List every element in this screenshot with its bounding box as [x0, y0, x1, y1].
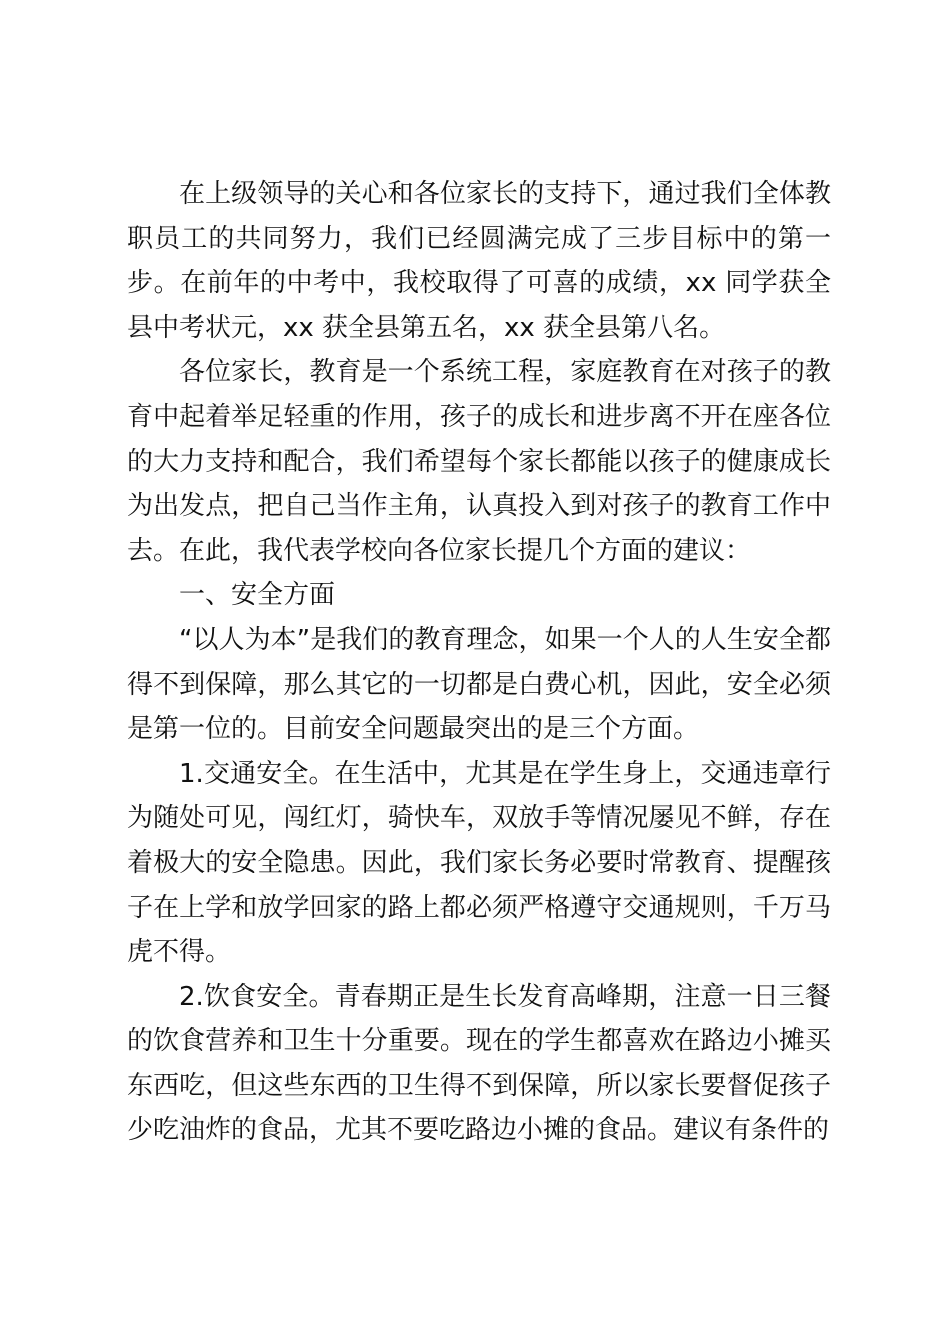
paragraph-safety-intro: “以人为本”是我们的教育理念，如果一个人的人生安全都得不到保障，那么其它的一切都是白费心机，因此，安全必须是第一位的。目前安全问题最突出的是三个方面。	[127, 624, 831, 745]
section-heading-safety: 一、安全方面	[179, 580, 336, 611]
paragraph-achievements: 在上级领导的关心和各位家长的支持下，通过我们全体教职员工的共同努力，我们已经圆满完成了三步目标中的第一步。在前年的中考中，我校取得了可喜的成绩，xx 同学获全县中考状元，xx 获全县第五名，xx 获全县第八名。	[127, 179, 831, 343]
paragraph-family-education: 各位家长，教育是一个系统工程，家庭教育在对孩子的教育中起着举足轻重的作用，孩子的成长和进步离不开在座各位的大力支持和配合，我们希望每个家长都能以孩子的健康成长为出发点，把自己当作主角，认真投入到对孩子的教育工作中去。在此，我代表学校向各位家长提几个方面的建议：	[127, 357, 831, 566]
document-body	[127, 172, 831, 1153]
paragraph-traffic-safety: 1.交通安全。在生活中，尤其是在学生身上，交通违章行为随处可见，闯红灯，骑快车，双放手等情况屡见不鲜，存在着极大的安全隐患。因此，我们家长务必要时常教育、提醒孩子在上学和放学回家的路上都必须严格遵守交通规则，千万马虎不得。	[127, 758, 831, 968]
paragraph-food-safety: 2.饮食安全。青春期正是生长发育高峰期，注意一日三餐的饮食营养和卫生十分重要。现在的学生都喜欢在路边小摊买东西吃，但这些东西的卫生得不到保障，所以家长要督促孩子少吃油炸的食品，尤其不要吃路边小摊的食品。建议有条件的	[127, 981, 831, 1146]
